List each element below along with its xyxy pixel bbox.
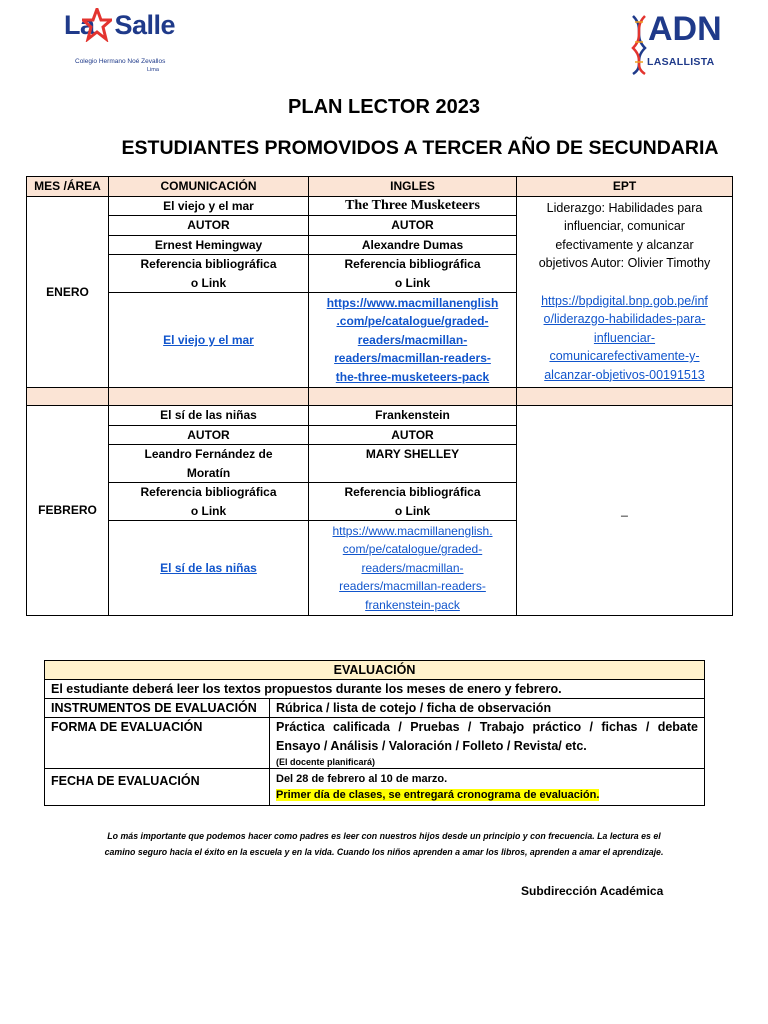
month-cell-febrero: FEBRERO (27, 406, 109, 616)
form-line: Ensayo / Análisis / Valoración / Folleto / Revista/ etc. (276, 739, 587, 753)
table-row (27, 406, 733, 426)
adn-wordmark: ADN (648, 10, 722, 48)
closing-quote: Lo más importante que podemos hacer como padres es leer con nuestros hijos desde un principio y con frecuencia. La lectura es el camino seguro hacia el éxito en la escuela y en la vida. Cuando los niños aprenden a amar los libros, aprenden a amar el aprendizaje. (104, 831, 664, 857)
author-label: AUTOR (309, 425, 517, 445)
author-name: MARY SHELLEY (309, 445, 517, 483)
lasallista-wordmark: LASALLISTA (647, 56, 715, 68)
reference-label: Referencia bibliográfica o Link (309, 255, 517, 293)
form-value (270, 718, 705, 769)
table-row (27, 196, 733, 216)
evaluation-header: EVALUACIÓN (45, 661, 705, 680)
separator-row (27, 388, 733, 406)
header-cell: INGLES (309, 177, 517, 197)
header-cell: EPT (517, 177, 733, 197)
evaluation-intro: El estudiante deberá leer los textos propuestos durante los meses de enero y febrero. (45, 680, 705, 699)
table-header-row (27, 177, 733, 197)
header-cell: COMUNICACIÓN (109, 177, 309, 197)
instruments-value: Rúbrica / lista de cotejo / ficha de observación (270, 699, 705, 718)
ept-link[interactable]: https://bpdigital.bnp.gob.pe/inf o/liderazgo-habilidades-para- influenciar- comunicarefectivamente-y- alcanzar-objetivos-00191513 (541, 293, 708, 382)
book-title: El viejo y el mar (109, 196, 309, 216)
reference-label: Referencia bibliográfica o Link (309, 483, 517, 521)
link-cell (109, 521, 309, 616)
instruments-label: INSTRUMENTOS DE EVALUACIÓN (45, 699, 270, 718)
lasalle-logo (62, 8, 182, 72)
book-link[interactable]: https://www.macmillanenglish .com/pe/catalogue/graded- readers/macmillan- readers/macmillan-readers- the-three-musketeers-pack (326, 295, 499, 384)
author-name: Leandro Fernández de Moratín (109, 445, 309, 483)
link-cell (309, 521, 517, 616)
author-label: AUTOR (309, 216, 517, 236)
link-cell (309, 293, 517, 388)
author-label: AUTOR (109, 425, 309, 445)
book-link[interactable]: https://www.macmillanenglish. com/pe/catalogue/graded- readers/macmillan- readers/macmillan-readers- frankenstein-pack (332, 523, 493, 612)
lasalle-wordmark: La Salle (64, 10, 176, 40)
evaluation-table (44, 660, 705, 806)
date-range: Del 28 de febrero al 10 de marzo. (276, 773, 448, 785)
date-note: Primer día de clases, se entregará cronograma de evaluación. (276, 789, 600, 801)
date-value (270, 769, 705, 806)
signature: Subdirección Académica (521, 884, 664, 898)
book-title: El sí de las niñas (109, 406, 309, 426)
lasalle-subtitle: Colegio Hermano Noé Zevallos (75, 58, 166, 65)
ept-description: Liderazgo: Habilidades para influenciar, comunicar efectivamente y alcanzar objetivos Autor: Olivier Timothy (538, 200, 711, 270)
page-subtitle: ESTUDIANTES PROMOVIDOS A TERCER AÑO DE SECUNDARIA (121, 137, 719, 159)
header-cell: MES /ÁREA (27, 177, 109, 197)
author-label: AUTOR (109, 216, 309, 236)
month-cell-enero: ENERO (27, 196, 109, 388)
star-icon (82, 8, 112, 42)
form-note: (El docente planificará) (276, 757, 376, 767)
reference-label: Referencia bibliográfica o Link (109, 255, 309, 293)
page-title: PLAN LECTOR 2023 (288, 96, 480, 118)
ept-cell-febrero: _ (517, 406, 733, 616)
form-line: Práctica calificada / Pruebas / Trabajo práctico / fichas / debate (276, 720, 698, 734)
book-title: The Three Musketeers (309, 196, 517, 216)
dna-icon (630, 14, 648, 76)
reading-plan-table (26, 176, 733, 616)
ept-cell-enero (517, 196, 733, 388)
reference-label: Referencia bibliográfica o Link (109, 483, 309, 521)
adn-lasallista-logo (630, 12, 730, 78)
book-link[interactable]: El sí de las niñas (160, 560, 257, 575)
book-link[interactable]: El viejo y el mar (163, 332, 254, 347)
date-label: FECHA DE EVALUACIÓN (45, 769, 270, 806)
author-name: Alexandre Dumas (309, 235, 517, 255)
author-name: Ernest Hemingway (109, 235, 309, 255)
book-title: Frankenstein (309, 406, 517, 426)
link-cell (109, 293, 309, 388)
form-label: FORMA DE EVALUACIÓN (45, 718, 270, 769)
lasalle-city: Lima (147, 67, 159, 73)
